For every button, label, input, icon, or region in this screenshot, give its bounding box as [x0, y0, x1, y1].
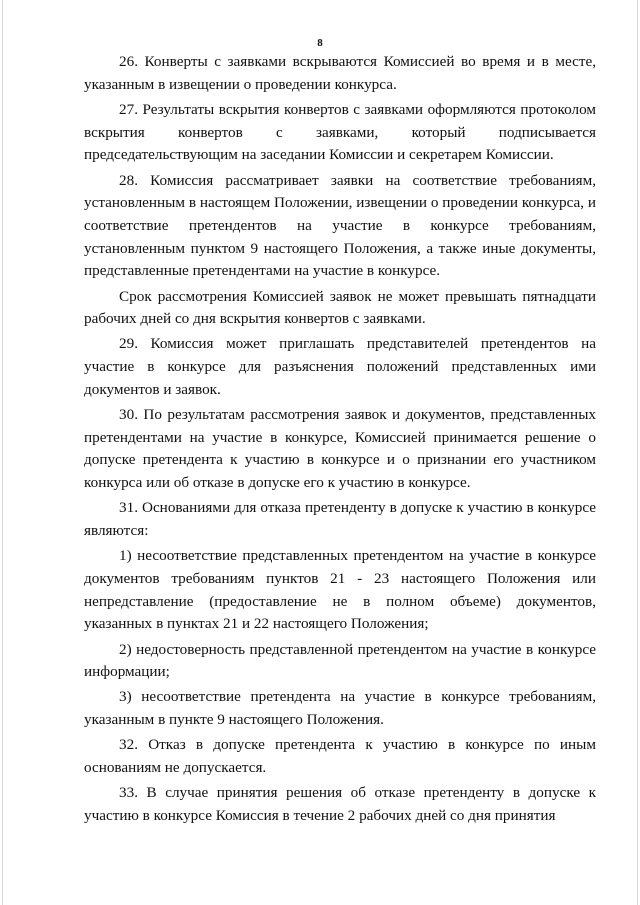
- paragraph-27: 27. Результаты вскрытия конвертов с заявками оформляются протоколом вскрытия конвертов с заявками, который подписывается председательствующим на заседании Комиссии и секретарем Комиссии.: [84, 100, 596, 164]
- page-number: 8: [317, 37, 323, 49]
- paragraph-31-item-3: 3) несоответствие претендента на участие в конкурсе требованиям, указанным в пункте 9 настоящего Положения.: [84, 688, 596, 729]
- paragraph-31-item-2: 2) недостоверность представленной претендентом на участие в конкурсе информации;: [84, 640, 596, 681]
- paragraph-33: 33. В случае принятия решения об отказе претенденту в допуске к участию в конкурсе Комиссия в течение 2 рабочих дней со дня принятия: [84, 784, 596, 824]
- paragraph-31-item-1: 1) несоответствие представленных претендентом на участие в конкурсе документов требованиям пунктов 21 - 23 настоящего Положения или непредставление (предоставление не в полном объеме) документов, указанных в пунктах 21 и 22 настоящего Положения;: [84, 547, 596, 633]
- page-edge-left: [2, 0, 3, 905]
- paragraph-30: 30. По результатам рассмотрения заявок и документов, представленных претендентами на участие в конкурсе, Комиссией принимается решение о допуске претендента к участию в конкурсе и о признании его участником конкурса или об отказе в допуске его к участию в конкурсе.: [84, 406, 596, 492]
- paragraph-28: 28. Комиссия рассматривает заявки на соответствие требованиям, установленным в настоящем Положении, извещении о проведении конкурса, и соответствие претендентов на участие в конкурсе требованиям, установленным пунктом 9 настоящего Положения, а также иные документы, представленные претендентами на участие в конкурсе.: [84, 171, 596, 280]
- document-body: [84, 51, 596, 830]
- paragraph-28-review-term: Срок рассмотрения Комиссией заявок не может превышать пятнадцати рабочих дней со дня вскрытия конвертов с заявками.: [84, 287, 596, 328]
- paragraph-29: 29. Комиссия может приглашать представителей претендентов на участие в конкурсе для разъяснения положений представленных ими документов и заявок.: [84, 335, 596, 398]
- paragraph-32: 32. Отказ в допуске претендента к участию в конкурсе по иным основаниям не допускается.: [84, 736, 596, 777]
- page-edge-right: [637, 0, 638, 905]
- paragraph-31: 31. Основаниями для отказа претенденту в допуске к участию в конкурсе являются:: [84, 499, 596, 540]
- paragraph-26: 26. Конверты с заявками вскрываются Комиссией во время и в месте, указанным в извещении о проведении конкурса.: [84, 53, 596, 93]
